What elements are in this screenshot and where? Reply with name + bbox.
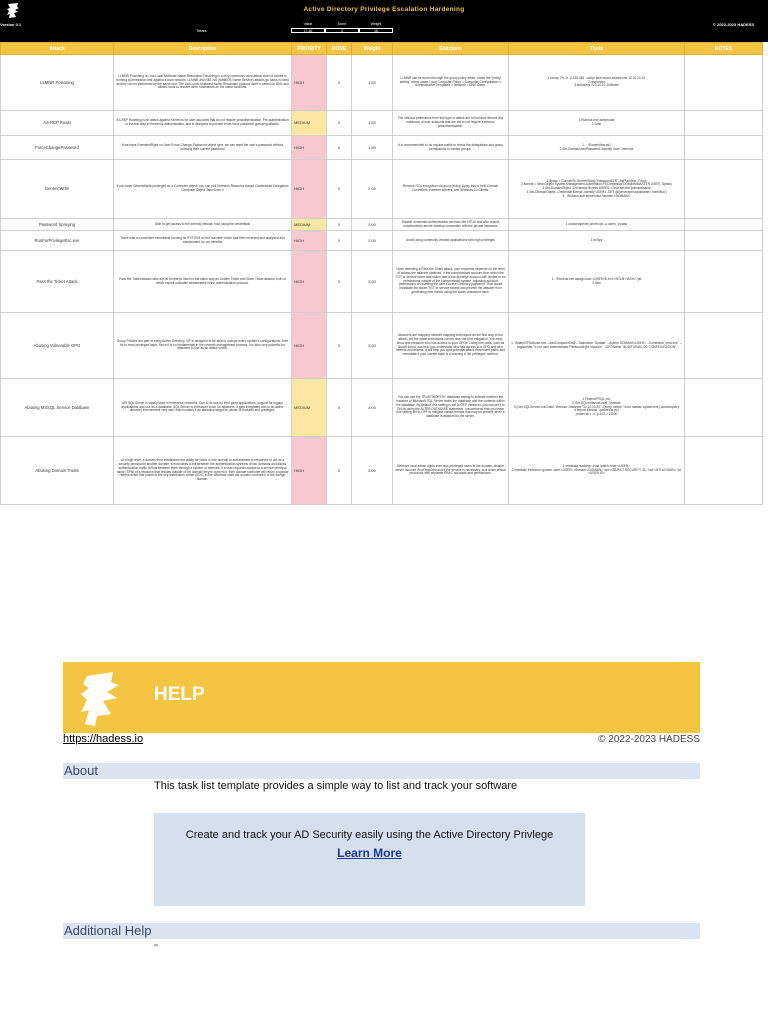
weight-cell[interactable]: 2.00: [352, 379, 393, 437]
solutions-cell[interactable]: It is recommended to do regular audits to check the delegations and group permissions to nested groups.: [393, 136, 509, 160]
solutions-cell[interactable]: You can use the TRUSTWORTHY database setting to indicate whether the instance of Microsoft SQL Server trusts the database and the contents within the database. By default, this setting is set to OFF. However, you can set it to ON by using the ALTER DATABASE statement. I recommend that you leave this setting set to OFF to mitigate certain threats that may be present when a database is attached to the server.: [393, 379, 509, 437]
attack-cell[interactable]: GenericWrite: [1, 160, 114, 219]
attack-cell[interactable]: Abusing MSSQL Service Database: [1, 379, 114, 437]
description-cell[interactable]: There was a convenient executable running as SYSTEM on the machine which was then reversed and analysed and manipulated for our benefits: [114, 231, 292, 251]
done-cell[interactable]: 0: [327, 437, 352, 505]
priority-cell[interactable]: HIGH: [292, 231, 327, 251]
about-heading: About: [64, 763, 98, 778]
notes-cell[interactable]: [685, 219, 763, 231]
priority-cell[interactable]: MEDIUM: [292, 111, 327, 136]
solutions-cell[interactable]: Remove local admin rights from less privileged users in the domain. disable server account if not required and if the service is necessary, lock down critical resources with separate RBAC accounts and permissions.: [393, 437, 509, 505]
description-cell[interactable]: LLMNR Poisoning or Link-Local Multicast Name Resolution Poisoning is a very commonly used attack when it comes to running a penetration test against a local network. LLMNR and NBT-NS (NetBIOS Name Service) attacks go hand-in-hand as they can be performed by the same tool. The Link-Local Multicast Name Resolution protocol itself is based on DNS and allows hosts to resolve other hostnames on the same local link.: [114, 55, 292, 111]
attack-cell[interactable]: AS-REP Roast: [1, 111, 114, 136]
weight-cell[interactable]: 2.00: [352, 231, 393, 251]
notes-cell[interactable]: [685, 231, 763, 251]
version-label: Version 0.1: [0, 22, 22, 27]
attack-cell[interactable]: Abusing Domain Trusts: [1, 437, 114, 505]
attack-cell[interactable]: Password Spraying: [1, 219, 114, 231]
table-row[interactable]: [1, 313, 763, 379]
done-cell[interactable]: 0: [327, 313, 352, 379]
description-cell[interactable]: At a high level, a domain trust establishes the ability for users in one domain to authenticate to resources or act as a security principal in another domain. a trust takes a link between the authentication systems of two domains and allows authentication traffic to flow between them through a system of referrals. If a user requests access to a service principal name (SPN) of a resource that resides outside of the domain they're current in, their domain controller will return a special referral ticket that points to the key distribution center (KDC, in the Windows case the domain controller) of the foreign domain.: [114, 437, 292, 505]
additional-help-bar: [63, 923, 700, 939]
callout-text: Create and track your AD Security easily using the Active Directory Privlege: [185, 829, 554, 841]
stat-value-weight: 16: [359, 28, 393, 33]
weight-cell[interactable]: 2.00: [352, 313, 393, 379]
description-cell[interactable]: Pass the Ticket attacks take aim at Kerberos much in the same way as Golden Ticket and Silver Ticket attacks, both of which exploit unfixable weaknesses in the authentication protocol.: [114, 251, 292, 313]
solutions-cell[interactable]: Remove RC4 encryption via group policy. Apply this to both Domain Controllers, member servers, and Windows 10 Clients.: [393, 160, 509, 219]
priority-cell[interactable]: MEDIUM: [292, 219, 327, 231]
table-row[interactable]: [1, 251, 763, 313]
notes-cell[interactable]: [685, 136, 763, 160]
weight-cell[interactable]: 2.00: [352, 437, 393, 505]
solutions-cell[interactable]: LLMNR can be turned through the group policy editor, under the "policy setting" menu under Local Computer Policy > Computer Configuration > Administrative Templates > Network > DNS Client.: [393, 55, 509, 111]
hardening-table: [0, 42, 763, 505]
tools-cell[interactable]: 1.crackmapexec winrm ips -u users -p pass: [509, 219, 685, 231]
table-row[interactable]: [1, 219, 763, 231]
priority-cell[interactable]: HIGH: [292, 313, 327, 379]
priority-cell[interactable]: HIGH: [292, 160, 327, 219]
weight-cell[interactable]: 2.00: [352, 160, 393, 219]
col-notes[interactable]: NOTES: [685, 43, 763, 55]
description-cell[interactable]: AS-REP Roasting is an attack against Kerberos for user accounts that do not require preauthentication. Pre-authentication is the first step in Kerberos authentication, and is designed to prevent brute-force password guessing attacks.: [114, 111, 292, 136]
website-link[interactable]: https://hadess.io: [63, 733, 144, 745]
notes-cell[interactable]: [685, 379, 763, 437]
table-row[interactable]: [1, 379, 763, 437]
weight-cell[interactable]: 1.50: [352, 55, 393, 111]
priority-cell[interactable]: HIGH: [292, 251, 327, 313]
priority-cell[interactable]: HIGH: [292, 55, 327, 111]
stat-value-done: 0: [325, 28, 359, 33]
col-solutions[interactable]: Solutions: [393, 43, 509, 55]
done-cell[interactable]: 0: [327, 379, 352, 437]
learn-more-link[interactable]: Learn More: [337, 846, 402, 860]
table-row[interactable]: [1, 231, 763, 251]
table-row[interactable]: [1, 160, 763, 219]
tools-cell[interactable]: 1. .\Rubeus.exe asktgt /user:<USER>$ /rc4:<NTLM HASH> /ptt 2.klist: [509, 251, 685, 313]
solutions-cell[interactable]: The obvious protections from this type of attack are to find and remove any instances of user accounts that are set to not require Kerberos preauthentication.: [393, 111, 509, 136]
help-title: HELP: [154, 684, 205, 705]
notes-cell[interactable]: [685, 251, 763, 313]
stat-head-weight: Weight: [370, 22, 382, 26]
weight-cell[interactable]: 2.00: [352, 219, 393, 231]
sheet-title: Active Directory Privilege Escalation Hardening: [303, 6, 465, 13]
notes-cell[interactable]: [685, 160, 763, 219]
table-row[interactable]: [1, 111, 763, 136]
sheet-header: [0, 0, 768, 42]
description-cell[interactable]: Group Policies are part of every Active Directory. GP is designed to be able to change every system's configurations, from hit to most privileged layer. Since it is so fundamental in the network management process, it is also very powerful for attackers to use as an attack vector.: [114, 313, 292, 379]
attack-cell[interactable]: Pass the Ticket Attack: [1, 251, 114, 313]
col-attack[interactable]: Attack: [1, 43, 114, 55]
about-section-bar: [63, 763, 700, 779]
description-cell[interactable]: If we have ExtendedRight on User-Force-Change-Password object type, we can reset the user's password without knowing their current password: [114, 136, 292, 160]
weight-cell[interactable]: 1.50: [352, 111, 393, 136]
totals-label: Totals: [196, 28, 207, 33]
description-cell[interactable]: Able to get access to the internal network host using the credentials: [114, 219, 292, 231]
priority-cell[interactable]: MEDIUM: [292, 379, 327, 437]
attack-cell[interactable]: LLMNR Poisoning: [1, 55, 114, 111]
done-cell[interactable]: 0: [327, 231, 352, 251]
notes-cell[interactable]: [685, 313, 763, 379]
tools-cell[interactable]: 1. \SharpGPOAbuse.exe --AddComputerTask --Taskname "Update" --Author DOMAIN\<USER> --Command "cmd.exe" --Arguments "/c net user Administrator Password!@# /domain" --GPOName "ADDITIONAL DC CONFIGURATION": [509, 313, 685, 379]
tools-cell[interactable]: 1.mimikatz lsadump::trust /patch /user:<USER> 2.mimikatz Kerberos::golden /user:<USER> /domain:<DOMAIN> /sid:<OBJECT SECURITY ID> /rc4:<NTLM HASH> /id:<USER ID>: [509, 437, 685, 505]
description-cell[interactable]: If you have GenericWrite privileges on a Computer object, you can pull Kerberos Resource-based Constrained Delegation Computer Object Take Over ••: [114, 160, 292, 219]
footnote-mark: ᵃᵍ: [154, 943, 158, 949]
attack-cell[interactable]: Abusing Vulnerable GPO: [1, 313, 114, 379]
table-row[interactable]: [1, 437, 763, 505]
weight-cell[interactable]: 1.50: [352, 136, 393, 160]
help-copyright: © 2022-2023 HADESS: [598, 734, 700, 745]
attack-cell[interactable]: RunForPrivilegeEsc.exe: [1, 231, 114, 251]
table-row[interactable]: [1, 136, 763, 160]
stat-head-done: Done: [337, 22, 347, 26]
done-cell[interactable]: 0: [327, 219, 352, 231]
about-text: This task list template provides a simple way to list and track your software: [154, 780, 518, 792]
col-priority[interactable]: PRIORITY: [292, 43, 327, 55]
col-weight[interactable]: Weight: [352, 43, 393, 55]
stat-head-value: Value: [303, 22, 313, 26]
col-description[interactable]: Description: [114, 43, 292, 55]
about-callout: [154, 813, 585, 906]
tools-cell[interactable]: 1.nmap -Pn -n -p 135,445 --script smb-enum-shares.nse 10.10.10.10 2.responder 3.smbclient //10.10.10.10/share: [509, 55, 685, 111]
description-cell[interactable]: MS SQL Server is widely used in enterprise networks. Due to its use by third party applications, support for legacy applications and use as a database, SQL Server is a treasure trove for attackers. It gets integrated with in an active directory environment very well, which makes it an attractive target for abuse of features and privileges.: [114, 379, 292, 437]
solutions-cell[interactable]: Avoid using commonly vended applications with high privileges: [393, 231, 509, 251]
stat-headers: [291, 22, 393, 26]
additional-help-heading: Additional Help: [64, 923, 152, 938]
solutions-cell[interactable]: Attackers are mapping network mapping techniques as the first step of the attack, but the same techniques can be also used for mitigation. You must know and measure who has access to your GPOs. Using free tools, such as BloodHound, can help you understand who has access to a GPO and who inherits and access. It will help you spot potential attack movement paths and remediate if your current state is a learning a 'list privileges' method.: [393, 313, 509, 379]
done-cell[interactable]: 0: [327, 136, 352, 160]
done-cell[interactable]: 0: [327, 160, 352, 219]
header-copyright: © 2022-2023 HADESS: [713, 22, 754, 27]
stat-value-total: 17.46: [291, 28, 325, 33]
attack-cell[interactable]: ForceChangePassword: [1, 136, 114, 160]
solutions-cell[interactable]: Disable unneeded authentication services like NTLM and also restrict unauthorized remote desktop connection with the private instances: [393, 219, 509, 231]
col-done[interactable]: DONE: [327, 43, 352, 55]
help-banner: [63, 662, 700, 733]
notes-cell[interactable]: [685, 111, 763, 136]
tools-cell[interactable]: 1. . .\PowerView.ps1 2.Set-DomainUserPassword -Identity User -Verbose: [509, 136, 685, 160]
priority-cell[interactable]: HIGH: [292, 437, 327, 505]
solutions-cell[interactable]: Upon detecting a Pass the Ticket attack, your response depends on the level of access the attacker obtained. If the compromised account from which the TGT or service ticket was stolen was a low-privilege account with limited or no permissions outside of the compromised system, adjusting account permissions or resetting the user's Active Directory password. That would invalidate the stolen TGT or service tickets and prevent the attacker from generating new tickets using the stolen password hash.: [393, 251, 509, 313]
notes-cell[interactable]: [685, 55, 763, 111]
stat-values: [291, 28, 393, 34]
done-cell[interactable]: 0: [327, 55, 352, 111]
tools-cell[interactable]: 1.PowerUPSQL.ps1 2.Get-SQLInstanceLocal -Verbose 3.(Get-SQLServerLinkCrawl -Verbose -Instance "10.10.10.20" -Query 'select * from master..sysservers').customquery 4.Import-Module .\powercat.ps1 powercat -l -v -p 443 -t 10000: [509, 379, 685, 437]
tools-cell[interactable]: 1.Rubeus.exe asreproast 2.John: [509, 111, 685, 136]
done-cell[interactable]: 0: [327, 111, 352, 136]
col-tools[interactable]: Tools: [509, 43, 685, 55]
weight-cell[interactable]: 2.00: [352, 251, 393, 313]
tools-cell[interactable]: 1.dnSpy: [509, 231, 685, 251]
priority-cell[interactable]: HIGH: [292, 136, 327, 160]
tools-cell[interactable]: 1.$pass = ConvertTo-SecureString 'Password123!' -AsPlainText -Force 2.$creds = New-Object System.Management.Automation.PSCredential('DOMAIN\MASTER USER', $pass) 3.Set-DomainObject -Credential $creds USER1 -Clear service principalname 4.Get-DomainObject -Credential $creds -Identity USER1 -SET @{serviceprincipalname='none/fluu'} 5. .\Rubeus.exe kerberoast /domain:<DOMAIN>: [509, 160, 685, 219]
hadess-logo-icon: [77, 670, 125, 728]
notes-cell[interactable]: [685, 437, 763, 505]
done-cell[interactable]: 0: [327, 251, 352, 313]
table-row[interactable]: [1, 55, 763, 111]
table-header-row: [1, 43, 763, 55]
